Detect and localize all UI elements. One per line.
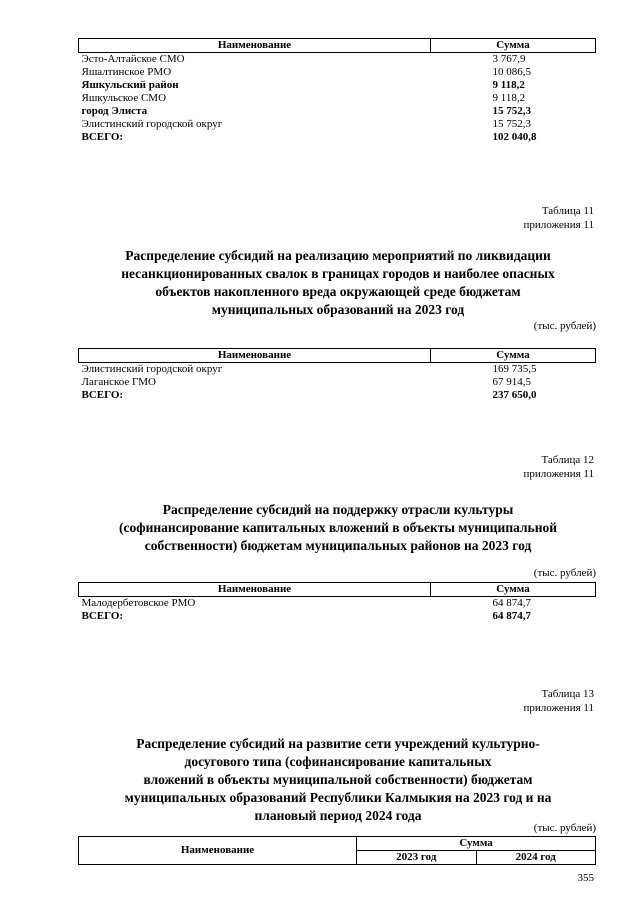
row-name: ВСЕГО: [81,389,124,401]
appendix-number: приложения 11 [523,468,594,480]
header-sum: Сумма [357,837,596,851]
row-name: Элистинский городской округ [81,363,223,375]
table-12 [78,582,596,623]
title-line: плановый период 2024 года [254,808,422,823]
table-13-title [80,735,596,825]
header-year-2024: 2024 год [476,851,595,865]
row-name: город Элиста [81,105,148,117]
title-line: муниципальных образований на 2023 год [211,302,465,317]
row-sum: 15 752,3 [492,105,531,117]
row-sum: 10 086,5 [492,66,531,78]
unit-label: (тыс. рублей) [533,320,596,332]
table-number: Таблица 12 [541,454,594,466]
title-line: вложений в объекты муниципальной собственности) бюджетам [143,772,533,787]
header-name: Наименование [79,837,357,865]
table-row [79,66,596,79]
table-12-label [523,453,594,481]
row-sum: 9 118,2 [492,79,525,91]
table-10 [78,38,596,144]
table-12-title [80,501,596,555]
table-11 [78,348,596,402]
header-sum: Сумма [431,349,596,363]
table-row [79,363,596,377]
page-number: 355 [577,872,594,884]
header-sum: Сумма [431,39,596,53]
title-line: несанкционированных свалок в границах городов и наиболее опасных [121,266,555,281]
row-sum: 64 874,7 [492,610,531,622]
title-line: (софинансирование капитальных вложений в объекты муниципальной [119,520,557,535]
title-line: объектов накопленного вреда окружающей среде бюджетам [155,284,521,299]
table-row [79,131,596,144]
header-name: Наименование [79,39,431,53]
row-name: Эсто-Алтайское СМО [81,53,185,65]
title-line: Распределение субсидий на реализацию мероприятий по ликвидации [125,248,551,263]
table-11-title [80,247,596,319]
row-name: Яшалтинское РМО [81,66,172,78]
row-name: Элистинский городской округ [81,118,223,130]
row-name: Яшкульское СМО [81,92,167,104]
title-line: досугового типа (софинансирование капитальных [184,754,492,769]
row-sum: 67 914,5 [492,376,531,388]
unit-label: (тыс. рублей) [533,567,596,579]
appendix-number: приложения 11 [523,702,594,714]
table-row [79,79,596,92]
title-line: Распределение субсидий на поддержку отрасли культуры [162,502,514,517]
title-line: муниципальных образований Республики Калмыкия на 2023 год и на [124,790,552,805]
table-row [79,105,596,118]
header-year-2023: 2023 год [357,851,476,865]
row-sum: 15 752,3 [492,118,531,130]
appendix-number: приложения 11 [523,219,594,231]
table-row [79,597,596,611]
header-name: Наименование [79,349,431,363]
table-row [79,53,596,67]
table-13 [78,836,596,865]
table-13-label [523,687,594,715]
row-sum: 3 767,9 [492,53,526,65]
row-name: ВСЕГО: [81,610,124,622]
title-line: Распределение субсидий на развитие сети учреждений культурно- [136,736,540,751]
unit-label: (тыс. рублей) [533,822,596,834]
row-name: Малодербетовское РМО [81,597,196,609]
row-sum: 64 874,7 [492,597,531,609]
row-name: Лаганское ГМО [81,376,156,388]
table-row [79,376,596,389]
row-sum: 169 735,5 [492,363,537,375]
table-row [79,118,596,131]
row-sum: 9 118,2 [492,92,526,104]
title-line: собственности) бюджетам муниципальных районов на 2023 год [144,538,532,553]
table-row [79,389,596,402]
row-sum: 102 040,8 [492,131,537,143]
table-row [79,92,596,105]
row-name: ВСЕГО: [81,131,124,143]
header-name: Наименование [79,583,431,597]
table-number: Таблица 11 [541,205,594,217]
table-number: Таблица 13 [541,688,594,700]
header-sum: Сумма [431,583,596,597]
table-11-label [523,204,594,232]
row-name: Яшкульский район [81,79,179,91]
row-sum: 237 650,0 [492,389,537,401]
table-row [79,610,596,623]
